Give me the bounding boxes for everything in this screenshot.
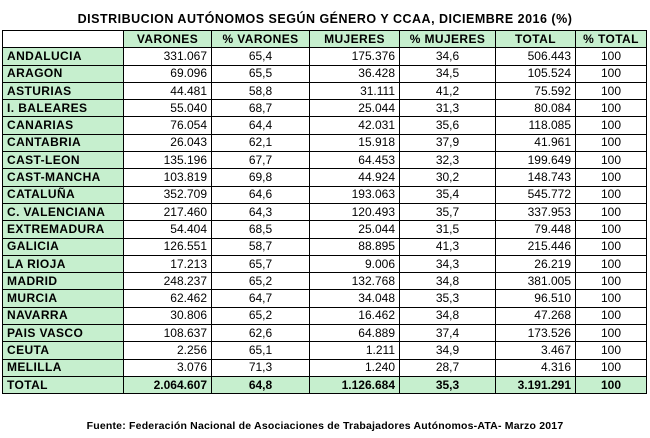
pct-total-cell: 100 <box>576 255 647 272</box>
varones-cell: 76.054 <box>124 117 212 134</box>
table-row <box>3 290 647 307</box>
pct-varones-cell: 71,3 <box>212 359 310 376</box>
header-cell-varones: VARONES <box>124 31 212 48</box>
mujeres-cell: 193.063 <box>310 186 400 203</box>
mujeres-cell: 16.462 <box>310 307 400 324</box>
total-cell: 26.219 <box>496 255 576 272</box>
pct-varones-cell: 65,2 <box>212 307 310 324</box>
pct-varones-cell: 58,8 <box>212 82 310 99</box>
table-row <box>3 48 647 65</box>
region-cell: EXTREMADURA <box>3 221 124 238</box>
pct-varones-cell: 65,7 <box>212 255 310 272</box>
pct-total-cell: 100 <box>576 290 647 307</box>
pct-mujeres-cell: 34,3 <box>400 255 496 272</box>
table-row <box>3 273 647 290</box>
pct-total-cell: 100 <box>576 325 647 342</box>
varones-cell: 3.076 <box>124 359 212 376</box>
pct-varones-cell: 69,8 <box>212 169 310 186</box>
total-cell: 506.443 <box>496 48 576 65</box>
region-cell: TOTAL <box>3 376 124 393</box>
table-row <box>3 186 647 203</box>
region-cell: MELILLA <box>3 359 124 376</box>
total-cell: 381.005 <box>496 273 576 290</box>
varones-cell: 44.481 <box>124 82 212 99</box>
total-cell: 105.524 <box>496 65 576 82</box>
varones-cell: 17.213 <box>124 255 212 272</box>
pct-mujeres-cell: 28,7 <box>400 359 496 376</box>
header-cell-mujeres: MUJERES <box>310 31 400 48</box>
table-row <box>3 359 647 376</box>
mujeres-cell: 1.126.684 <box>310 376 400 393</box>
mujeres-cell: 64.889 <box>310 325 400 342</box>
pct-varones-cell: 65,5 <box>212 65 310 82</box>
varones-cell: 55.040 <box>124 100 212 117</box>
region-cell: I. BALEARES <box>3 100 124 117</box>
source-note: Fuente: Federación Nacional de Asociaciones de Trabajadores Autónomos-ATA- Marzo 2017 <box>86 420 564 432</box>
pct-varones-cell: 62,1 <box>212 134 310 151</box>
table-row <box>3 238 647 255</box>
pct-mujeres-cell: 37,9 <box>400 134 496 151</box>
varones-cell: 217.460 <box>124 203 212 220</box>
pct-varones-cell: 68,7 <box>212 100 310 117</box>
pct-mujeres-cell: 31,5 <box>400 221 496 238</box>
varones-cell: 135.196 <box>124 152 212 169</box>
table-row <box>3 134 647 151</box>
table-title: DISTRIBUCION AUTÓNOMOS SEGÚN GÉNERO Y CCAA, DICIEMBRE 2016 (%) <box>77 12 573 26</box>
mujeres-cell: 9.006 <box>310 255 400 272</box>
total-cell: 173.526 <box>496 325 576 342</box>
region-cell: CEUTA <box>3 342 124 359</box>
varones-cell: 2.064.607 <box>124 376 212 393</box>
pct-total-cell: 100 <box>576 186 647 203</box>
total-cell: 96.510 <box>496 290 576 307</box>
varones-cell: 30.806 <box>124 307 212 324</box>
pct-mujeres-cell: 31,3 <box>400 100 496 117</box>
pct-total-cell: 100 <box>576 203 647 220</box>
pct-total-cell: 100 <box>576 152 647 169</box>
header-cell-pct-total: % TOTAL <box>576 31 647 48</box>
region-cell: NAVARRA <box>3 307 124 324</box>
pct-varones-cell: 64,4 <box>212 117 310 134</box>
region-cell: GALICIA <box>3 238 124 255</box>
pct-mujeres-cell: 32,3 <box>400 152 496 169</box>
varones-cell: 352.709 <box>124 186 212 203</box>
pct-mujeres-cell: 30,2 <box>400 169 496 186</box>
header-cell-pct-mujeres: % MUJERES <box>400 31 496 48</box>
pct-total-cell: 100 <box>576 65 647 82</box>
pct-mujeres-cell: 41,2 <box>400 82 496 99</box>
mujeres-cell: 120.493 <box>310 203 400 220</box>
mujeres-cell: 34.048 <box>310 290 400 307</box>
header-row <box>3 31 647 48</box>
total-cell: 337.953 <box>496 203 576 220</box>
table-row <box>3 117 647 134</box>
mujeres-cell: 42.031 <box>310 117 400 134</box>
mujeres-cell: 31.111 <box>310 82 400 99</box>
total-cell: 80.084 <box>496 100 576 117</box>
pct-total-cell: 100 <box>576 48 647 65</box>
total-row <box>3 376 647 393</box>
region-cell: ARAGON <box>3 65 124 82</box>
mujeres-cell: 132.768 <box>310 273 400 290</box>
region-cell: ASTURIAS <box>3 82 124 99</box>
table-row <box>3 255 647 272</box>
varones-cell: 54.404 <box>124 221 212 238</box>
varones-cell: 331.067 <box>124 48 212 65</box>
pct-varones-cell: 64,3 <box>212 203 310 220</box>
table-row <box>3 342 647 359</box>
pct-varones-cell: 62,6 <box>212 325 310 342</box>
varones-cell: 26.043 <box>124 134 212 151</box>
table-row <box>3 82 647 99</box>
pct-mujeres-cell: 34,8 <box>400 307 496 324</box>
table-row <box>3 65 647 82</box>
data-table <box>2 30 647 394</box>
mujeres-cell: 25.044 <box>310 100 400 117</box>
pct-varones-cell: 65,4 <box>212 48 310 65</box>
region-cell: CATALUÑA <box>3 186 124 203</box>
pct-mujeres-cell: 34,5 <box>400 65 496 82</box>
pct-varones-cell: 64,6 <box>212 186 310 203</box>
pct-varones-cell: 65,2 <box>212 273 310 290</box>
header-cell-pct-varones: % VARONES <box>212 31 310 48</box>
total-cell: 4.316 <box>496 359 576 376</box>
pct-total-cell: 100 <box>576 169 647 186</box>
region-cell: MADRID <box>3 273 124 290</box>
pct-mujeres-cell: 34,8 <box>400 273 496 290</box>
varones-cell: 62.462 <box>124 290 212 307</box>
pct-mujeres-cell: 35,7 <box>400 203 496 220</box>
total-cell: 41.961 <box>496 134 576 151</box>
mujeres-cell: 36.428 <box>310 65 400 82</box>
region-cell: ANDALUCIA <box>3 48 124 65</box>
table-row <box>3 203 647 220</box>
varones-cell: 103.819 <box>124 169 212 186</box>
total-cell: 3.467 <box>496 342 576 359</box>
pct-mujeres-cell: 34,6 <box>400 48 496 65</box>
pct-varones-cell: 58,7 <box>212 238 310 255</box>
pct-mujeres-cell: 35,6 <box>400 117 496 134</box>
mujeres-cell: 44.924 <box>310 169 400 186</box>
pct-varones-cell: 67,7 <box>212 152 310 169</box>
pct-total-cell: 100 <box>576 376 647 393</box>
varones-cell: 248.237 <box>124 273 212 290</box>
pct-varones-cell: 64,8 <box>212 376 310 393</box>
total-cell: 79.448 <box>496 221 576 238</box>
pct-total-cell: 100 <box>576 342 647 359</box>
mujeres-cell: 64.453 <box>310 152 400 169</box>
pct-total-cell: 100 <box>576 82 647 99</box>
region-cell: CANARIAS <box>3 117 124 134</box>
table-row <box>3 325 647 342</box>
pct-mujeres-cell: 41,3 <box>400 238 496 255</box>
pct-mujeres-cell: 37,4 <box>400 325 496 342</box>
pct-mujeres-cell: 35,4 <box>400 186 496 203</box>
table-row <box>3 169 647 186</box>
pct-total-cell: 100 <box>576 221 647 238</box>
pct-mujeres-cell: 34,9 <box>400 342 496 359</box>
total-cell: 3.191.291 <box>496 376 576 393</box>
varones-cell: 126.551 <box>124 238 212 255</box>
region-cell: PAIS VASCO <box>3 325 124 342</box>
table-row <box>3 152 647 169</box>
pct-total-cell: 100 <box>576 100 647 117</box>
mujeres-cell: 1.240 <box>310 359 400 376</box>
region-cell: CAST-MANCHA <box>3 169 124 186</box>
region-cell: LA RIOJA <box>3 255 124 272</box>
pct-total-cell: 100 <box>576 134 647 151</box>
table-row <box>3 100 647 117</box>
pct-total-cell: 100 <box>576 359 647 376</box>
pct-total-cell: 100 <box>576 238 647 255</box>
pct-total-cell: 100 <box>576 117 647 134</box>
total-cell: 215.446 <box>496 238 576 255</box>
total-cell: 47.268 <box>496 307 576 324</box>
total-cell: 148.743 <box>496 169 576 186</box>
pct-total-cell: 100 <box>576 307 647 324</box>
varones-cell: 69.096 <box>124 65 212 82</box>
mujeres-cell: 175.376 <box>310 48 400 65</box>
total-cell: 199.649 <box>496 152 576 169</box>
pct-mujeres-cell: 35,3 <box>400 290 496 307</box>
mujeres-cell: 1.211 <box>310 342 400 359</box>
header-cell-region <box>3 31 124 48</box>
region-cell: CAST-LEON <box>3 152 124 169</box>
total-cell: 75.592 <box>496 82 576 99</box>
table-body <box>3 48 647 394</box>
total-cell: 118.085 <box>496 117 576 134</box>
varones-cell: 2.256 <box>124 342 212 359</box>
pct-varones-cell: 65,1 <box>212 342 310 359</box>
region-cell: C. VALENCIANA <box>3 203 124 220</box>
total-cell: 545.772 <box>496 186 576 203</box>
mujeres-cell: 88.895 <box>310 238 400 255</box>
region-cell: CANTABRIA <box>3 134 124 151</box>
pct-varones-cell: 68,5 <box>212 221 310 238</box>
mujeres-cell: 15.918 <box>310 134 400 151</box>
region-cell: MURCIA <box>3 290 124 307</box>
header-cell-total: TOTAL <box>496 31 576 48</box>
pct-mujeres-cell: 35,3 <box>400 376 496 393</box>
table-row <box>3 307 647 324</box>
mujeres-cell: 25.044 <box>310 221 400 238</box>
varones-cell: 108.637 <box>124 325 212 342</box>
pct-varones-cell: 64,7 <box>212 290 310 307</box>
pct-total-cell: 100 <box>576 273 647 290</box>
table-row <box>3 221 647 238</box>
